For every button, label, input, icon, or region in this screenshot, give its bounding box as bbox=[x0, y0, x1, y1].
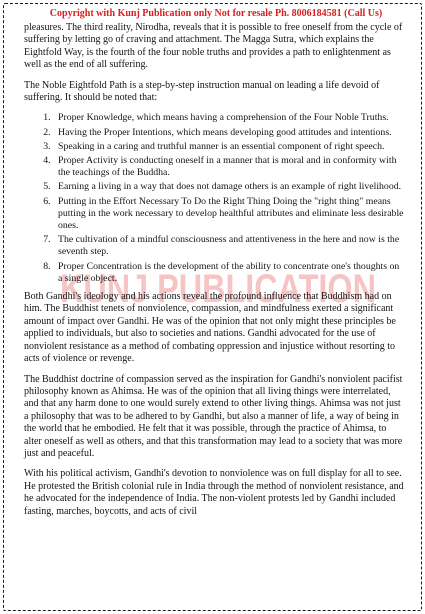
copyright-notice: Copyright with Kunj Publication only Not for resale Ph. 8006184581 (Call Us) bbox=[49, 8, 383, 19]
list-item: 3. Speaking in a caring and truthful manner is an essential component of right speech. bbox=[53, 141, 404, 153]
eightfold-intro-paragraph: The Noble Eightfold Path is a step-by-step instruction manual on leading a life devoid of suffering. It should be noted that: bbox=[24, 79, 380, 104]
intro-paragraph: pleasures. The third reality, Nirodha, reveals that it is possible to free oneself from the cycle of suffering by letting go of craving and attachment. The Magga Sutra, which explains the Eightfold Way, is the fourth of the four noble truths and provides a path to enlightenment as well as the end of all suffering. bbox=[24, 22, 403, 71]
watermark-text: KUNJ PUBLICATION bbox=[60, 267, 376, 311]
document-page bbox=[24, 7, 404, 526]
political-activism-paragraph: With his political activism, Gandhi's devotion to nonviolence was on full display for all to see. He protested the British colonial rule in India through the method of nonviolent resistance, and he advocated for the independence of India. The non-violent protests led by Gandhi included fasting, marches, boycotts, and acts of civil bbox=[24, 468, 404, 517]
gandhi-influence-paragraph: Both Gandhi's ideology and his actions reveal the profound influence that Buddhism had on him. The Buddhist tenets of nonviolence, compassion, and mindfulness exerted a significant amount of impact over Gandhi. He was of the opinion that not only might these principles be applied to individuals, but also to societies and nations. Gandhi advocated for the use of nonviolent resistance as a method of combating oppression and injustice without resorting to acts of violence or revenge. bbox=[24, 291, 396, 365]
list-item: 6. Putting in the Effort Necessary To Do the Right Thing Doing the "right thing" means putting in the work necessary to develop healthful attributes and eliminate less desirable ones. bbox=[53, 196, 404, 233]
list-item: 7. The cultivation of a mindful consciousness and attentiveness in the here and now is the seventh step. bbox=[53, 234, 404, 258]
eightfold-path-list bbox=[24, 112, 404, 285]
list-item: 8. Proper Concentration is the development of the ability to concentrate one's thoughts on a single object. bbox=[53, 261, 404, 285]
list-item: 5. Earning a living in a way that does not damage others is an example of right livelihood. bbox=[53, 181, 404, 193]
list-item: 4. Proper Activity is conducting oneself in a manner that is moral and in conformity with the teachings of the Buddha. bbox=[53, 155, 404, 179]
ahimsa-paragraph: The Buddhist doctrine of compassion served as the inspiration for Gandhi's nonviolent pacifist philosophy known as Ahimsa. He was of the opinion that all living things were interrelated, and that any harm done to one would surely extend to other living things. Ahimsa was not just a philosophy that was to be adhered to by Gandhi, but also a manner of life, a way of being in the world that he embodied. He felt that it was possible, through the practice of Ahimsa, to alter oneself as well as others, and that this transformation may lead to a society that was more just and peaceful. bbox=[24, 373, 403, 459]
list-item: 1. Proper Knowledge, which means having a comprehension of the Four Noble Truths. bbox=[53, 112, 404, 124]
list-item: 2. Having the Proper Intentions, which means developing good attitudes and intentions. bbox=[53, 127, 404, 139]
